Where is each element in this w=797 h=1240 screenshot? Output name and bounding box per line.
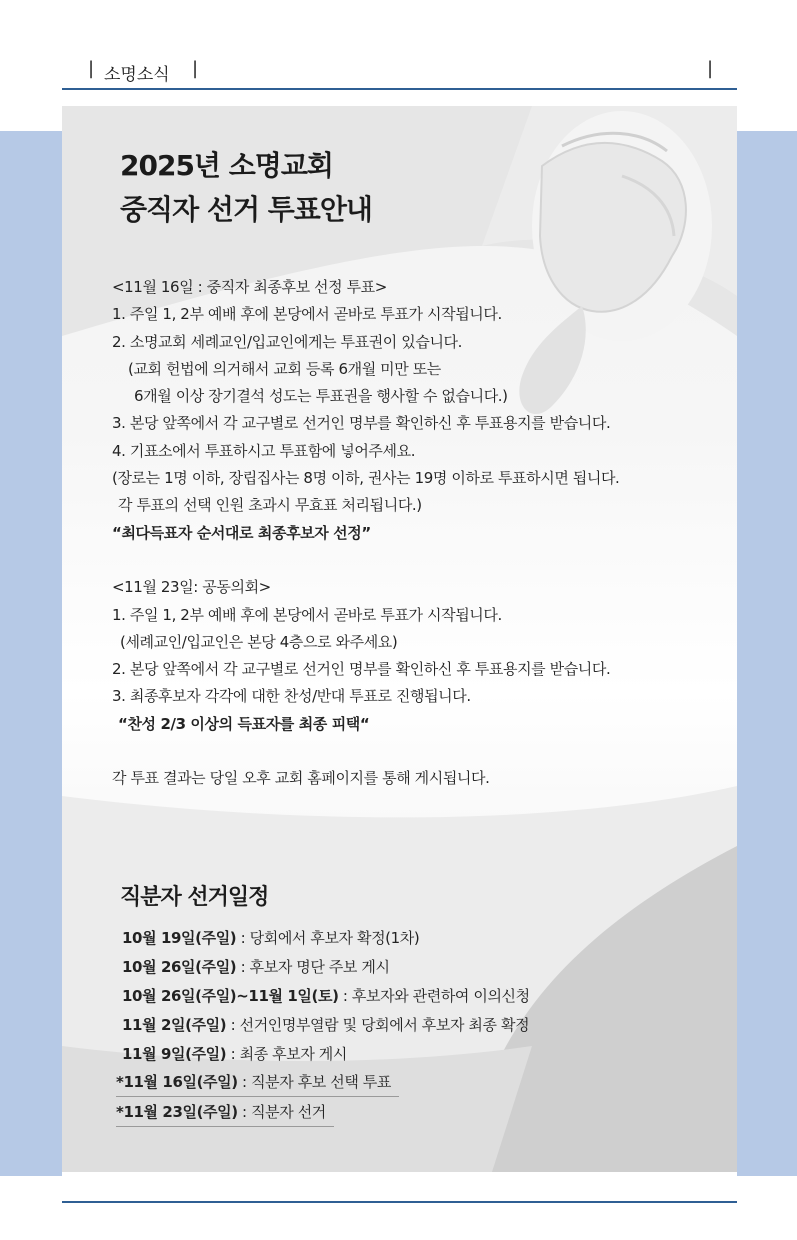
result-note: 각 투표 결과는 당일 오후 교회 홈페이지를 통해 게시됩니다. [112, 769, 490, 788]
schedule-item: 10월 19일(주일) : 당회에서 후보자 확정(1차) [122, 929, 420, 947]
header-divider-mid: | [192, 58, 199, 79]
schedule-item: 11월 2일(주일) : 선거인명부열람 및 당회에서 후보자 최종 확정 [122, 1016, 530, 1034]
schedule-item-highlight: *11월 16일(주일) : 직분자 후보 선택 투표 [116, 1069, 399, 1097]
list-item: (세례교인/입교인은 본당 4층으로 와주세요) [120, 632, 398, 651]
list-item: 3. 본당 앞쪽에서 각 교구별로 선거인 명부를 확인하신 후 투표용지를 받습니다. [112, 414, 611, 433]
vote2-heading: <11월 23일: 공동의회> [112, 578, 271, 597]
schedule-heading: 직분자 선거일정 [120, 885, 269, 910]
schedule-item: 10월 26일(주일)~11월 1일(토) : 후보자와 관련하여 이의신청 [122, 987, 530, 1005]
section-title: 소명소식 [104, 65, 170, 85]
schedule-item-highlight: *11월 23일(주일) : 직분자 선거 [116, 1099, 334, 1127]
vote-limit-note: (장로는 1명 이하, 장립집사는 8명 이하, 권사는 19명 이하로 투표하시면 됩니다. [112, 469, 620, 488]
list-item: 1. 주일 1, 2부 예배 후에 본당에서 곧바로 투표가 시작됩니다. [112, 605, 502, 624]
header-divider-left: | [88, 58, 95, 79]
notice-card [62, 106, 737, 1172]
notice-body [112, 274, 732, 793]
bottom-rule [62, 1201, 737, 1203]
list-item: 1. 주일 1, 2부 예배 후에 본당에서 곧바로 투표가 시작됩니다. [112, 305, 502, 324]
list-item: 6개월 이상 장기결석 성도는 투표권을 행사할 수 없습니다.) [134, 387, 508, 406]
list-item: 각 투표의 선택 인원 초과시 무효표 처리됩니다.) [118, 496, 422, 515]
list-item: 3. 최종후보자 각각에 대한 찬성/반대 투표로 진행됩니다. [112, 687, 471, 706]
vote1-heading: <11월 16일 : 중직자 최종후보 선정 투표> [112, 278, 387, 296]
list-item: 4. 기표소에서 투표하시고 투표함에 넣어주세요. [112, 441, 416, 460]
right-blue-band [737, 131, 797, 1176]
schedule-item: 10월 26일(주일) : 후보자 명단 주보 게시 [122, 958, 390, 976]
list-item: (교회 헌법에 의거해서 교회 등록 6개월 미만 또는 [128, 359, 441, 378]
vote1-emphasis: “최다득표자 순서대로 최종후보자 선정” [112, 523, 371, 542]
top-rule [62, 88, 737, 90]
schedule-item: 11월 9일(주일) : 최종 후보자 게시 [122, 1045, 347, 1063]
vote2-emphasis: “찬성 2/3 이상의 득표자를 최종 피택“ [118, 714, 370, 733]
left-blue-band [0, 131, 62, 1176]
schedule-list [116, 924, 530, 1129]
notice-title: 2025년 소명교회 중직자 선거 투표안내 [120, 149, 372, 226]
header-divider-right: | [707, 58, 714, 79]
list-item: 2. 본당 앞쪽에서 각 교구별로 선거인 명부를 확인하신 후 투표용지를 받습니다. [112, 660, 611, 679]
list-item: 2. 소명교회 세례교인/입교인에게는 투표권이 있습니다. [112, 332, 462, 351]
